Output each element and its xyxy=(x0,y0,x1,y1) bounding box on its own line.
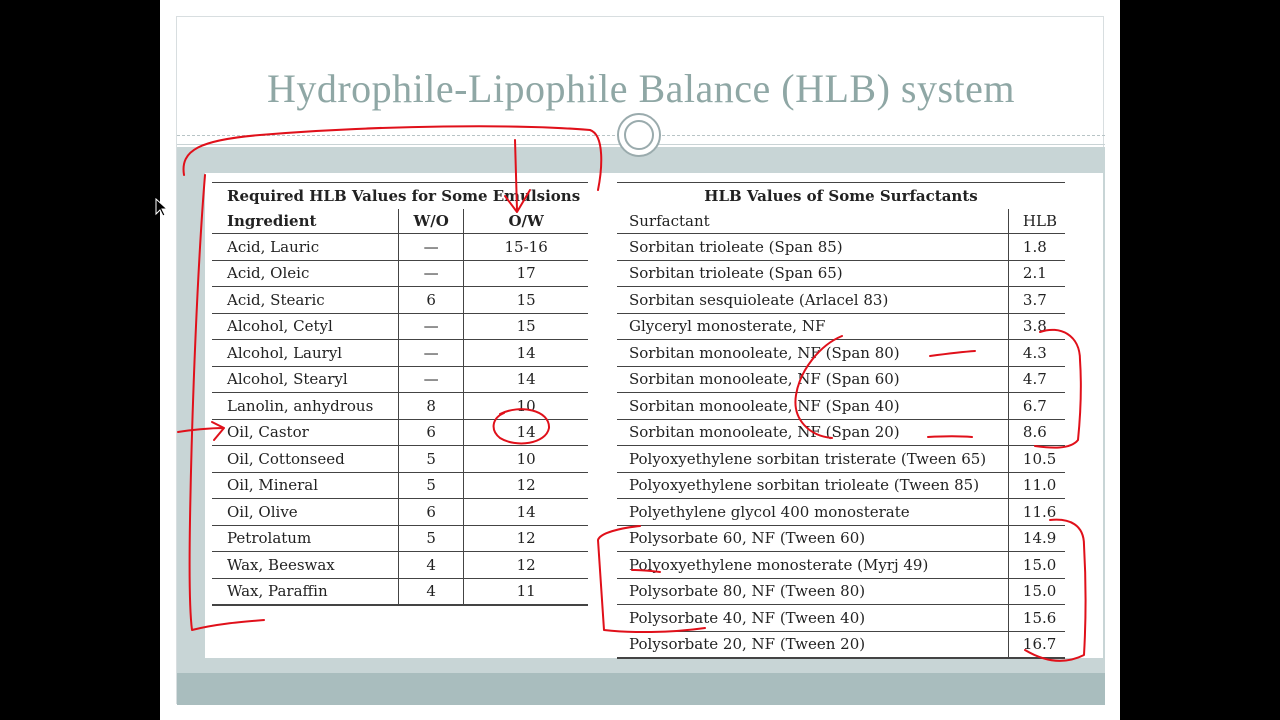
table-row xyxy=(212,234,588,261)
wo-value-cell: 8 xyxy=(399,393,464,420)
hlb-value-cell: 11.6 xyxy=(1008,499,1065,526)
surfactant-cell: Polyethylene glycol 400 monosterate xyxy=(617,499,1008,526)
table-row xyxy=(212,260,588,287)
ingredient-cell: Oil, Castor xyxy=(212,419,399,446)
table-row xyxy=(212,499,588,526)
column-header-ow: O/W xyxy=(464,209,589,234)
ow-value-cell: 14 xyxy=(464,419,589,446)
hlb-value-cell: 14.9 xyxy=(1008,525,1065,552)
table-row xyxy=(212,366,588,393)
table-row xyxy=(212,578,588,605)
ingredient-cell: Alcohol, Lauryl xyxy=(212,340,399,367)
ingredient-cell: Oil, Olive xyxy=(212,499,399,526)
hlb-value-cell: 4.3 xyxy=(1008,340,1065,367)
ingredient-cell: Alcohol, Stearyl xyxy=(212,366,399,393)
table-row xyxy=(617,446,1065,473)
surfactants-table-body xyxy=(617,234,1065,659)
ow-value-cell: 15-16 xyxy=(464,234,589,261)
table-row xyxy=(617,260,1065,287)
table-row xyxy=(212,525,588,552)
slide xyxy=(160,0,1120,720)
table-row xyxy=(212,313,588,340)
surfactants-table-caption: HLB Values of Some Surfactants xyxy=(704,187,978,205)
column-header-ingredient: Ingredient xyxy=(212,209,399,234)
ow-value-cell: 11 xyxy=(464,578,589,605)
wo-value-cell: — xyxy=(399,313,464,340)
surfactant-cell: Sorbitan monooleate, NF (Span 40) xyxy=(617,393,1008,420)
table-row xyxy=(617,605,1065,632)
table-row xyxy=(617,313,1065,340)
surfactant-cell: Polysorbate 20, NF (Tween 20) xyxy=(629,635,866,654)
hlb-value-cell: 10.5 xyxy=(1008,446,1065,473)
wo-value-cell: — xyxy=(399,340,464,367)
wo-value-cell: — xyxy=(399,234,464,261)
ornament-inner-circle xyxy=(624,120,654,150)
ingredient-cell: Wax, Paraffin xyxy=(227,582,328,601)
hlb-value-cell: 8.6 xyxy=(1008,419,1065,446)
ingredient-cell: Acid, Stearic xyxy=(212,287,399,314)
tables-paper xyxy=(205,173,1103,658)
hlb-value-cell: 16.7 xyxy=(1008,631,1065,658)
ingredient-cell: Alcohol, Cetyl xyxy=(212,313,399,340)
emulsions-table-caption: Required HLB Values for Some Emulsions xyxy=(227,187,581,205)
wo-value-cell: 5 xyxy=(399,472,464,499)
ow-value-cell: 15 xyxy=(464,313,589,340)
column-header-hlb: HLB xyxy=(1008,209,1065,234)
slide-frame xyxy=(176,16,1104,704)
table-row xyxy=(212,419,588,446)
hlb-value-cell: 1.8 xyxy=(1008,234,1065,261)
hlb-value-cell: 11.0 xyxy=(1008,472,1065,499)
surfactant-cell: Sorbitan sesquioleate (Arlacel 83) xyxy=(617,287,1008,314)
wo-value-cell: 6 xyxy=(399,419,464,446)
surfactant-cell: Sorbitan trioleate (Span 85) xyxy=(617,234,1008,261)
table-row xyxy=(617,552,1065,579)
table-row xyxy=(617,578,1065,605)
hlb-value-cell: 6.7 xyxy=(1008,393,1065,420)
surfactant-cell: Sorbitan monooleate, NF (Span 80) xyxy=(617,340,1008,367)
surfactant-cell: Polysorbate 60, NF (Tween 60) xyxy=(617,525,1008,552)
surfactant-cell: Sorbitan monooleate, NF (Span 60) xyxy=(617,366,1008,393)
table-row xyxy=(617,499,1065,526)
ow-value-cell: 12 xyxy=(464,472,589,499)
ow-value-cell: 14 xyxy=(464,340,589,367)
hlb-value-cell: 15.0 xyxy=(1008,578,1065,605)
wo-value-cell: 5 xyxy=(399,446,464,473)
ingredient-cell: Wax, Beeswax xyxy=(212,552,399,579)
ingredient-cell: Acid, Oleic xyxy=(212,260,399,287)
bottom-bar xyxy=(177,673,1105,705)
mouse-cursor-icon xyxy=(155,198,169,218)
surfactant-cell: Polyoxyethylene sorbitan tristerate (Tween 65) xyxy=(617,446,1008,473)
emulsions-table xyxy=(212,182,588,606)
table-row xyxy=(617,234,1065,261)
surfactant-cell: Polyoxyethylene monosterate (Myrj 49) xyxy=(617,552,1008,579)
ingredient-cell: Oil, Mineral xyxy=(212,472,399,499)
table-row xyxy=(212,552,588,579)
surfactant-cell: Sorbitan trioleate (Span 65) xyxy=(617,260,1008,287)
ow-value-cell: 14 xyxy=(464,499,589,526)
table-row xyxy=(617,472,1065,499)
table-row xyxy=(212,446,588,473)
table-row xyxy=(617,631,1065,658)
ow-value-cell: 12 xyxy=(464,552,589,579)
wo-value-cell: 4 xyxy=(399,578,464,605)
wo-value-cell: — xyxy=(399,260,464,287)
hlb-value-cell: 3.7 xyxy=(1008,287,1065,314)
table-row xyxy=(212,393,588,420)
surfactant-cell: Sorbitan monooleate, NF (Span 20) xyxy=(617,419,1008,446)
ow-value-cell: 12 xyxy=(464,525,589,552)
table-row xyxy=(617,287,1065,314)
hlb-value-cell: 15.6 xyxy=(1008,605,1065,632)
table-row xyxy=(617,525,1065,552)
ow-value-cell: 15 xyxy=(464,287,589,314)
slide-title: Hydrophile-Lipophile Balance (HLB) system xyxy=(266,66,1016,111)
column-header-wo: W/O xyxy=(399,209,464,234)
wo-value-cell: 6 xyxy=(399,499,464,526)
surfactant-cell: Polyoxyethylene sorbitan trioleate (Tween 85) xyxy=(617,472,1008,499)
ingredient-cell: Oil, Cottonseed xyxy=(212,446,399,473)
ow-value-cell: 14 xyxy=(464,366,589,393)
ornament-circle-icon xyxy=(617,113,661,157)
wo-value-cell: 6 xyxy=(399,287,464,314)
wo-value-cell: — xyxy=(399,366,464,393)
emulsions-table-body xyxy=(212,234,588,606)
ingredient-cell: Petrolatum xyxy=(212,525,399,552)
table-row xyxy=(212,340,588,367)
wo-value-cell: 5 xyxy=(399,525,464,552)
wo-value-cell: 4 xyxy=(399,552,464,579)
hlb-value-cell: 2.1 xyxy=(1008,260,1065,287)
hlb-value-cell: 3.8 xyxy=(1008,313,1065,340)
ow-value-cell: 10 xyxy=(464,446,589,473)
surfactant-cell: Polysorbate 40, NF (Tween 40) xyxy=(617,605,1008,632)
table-row xyxy=(212,472,588,499)
table-row xyxy=(617,340,1065,367)
hlb-value-cell: 15.0 xyxy=(1008,552,1065,579)
surfactant-cell: Polysorbate 80, NF (Tween 80) xyxy=(617,578,1008,605)
table-row xyxy=(212,287,588,314)
ow-value-cell: 17 xyxy=(464,260,589,287)
ow-value-cell: 10 xyxy=(464,393,589,420)
table-row xyxy=(617,393,1065,420)
ingredient-cell: Lanolin, anhydrous xyxy=(212,393,399,420)
surfactants-table xyxy=(617,182,1065,659)
column-header-surfactant: Surfactant xyxy=(617,209,1008,234)
hlb-value-cell: 4.7 xyxy=(1008,366,1065,393)
surfactant-cell: Glyceryl monosterate, NF xyxy=(617,313,1008,340)
table-row xyxy=(617,419,1065,446)
table-row xyxy=(617,366,1065,393)
ingredient-cell: Acid, Lauric xyxy=(212,234,399,261)
